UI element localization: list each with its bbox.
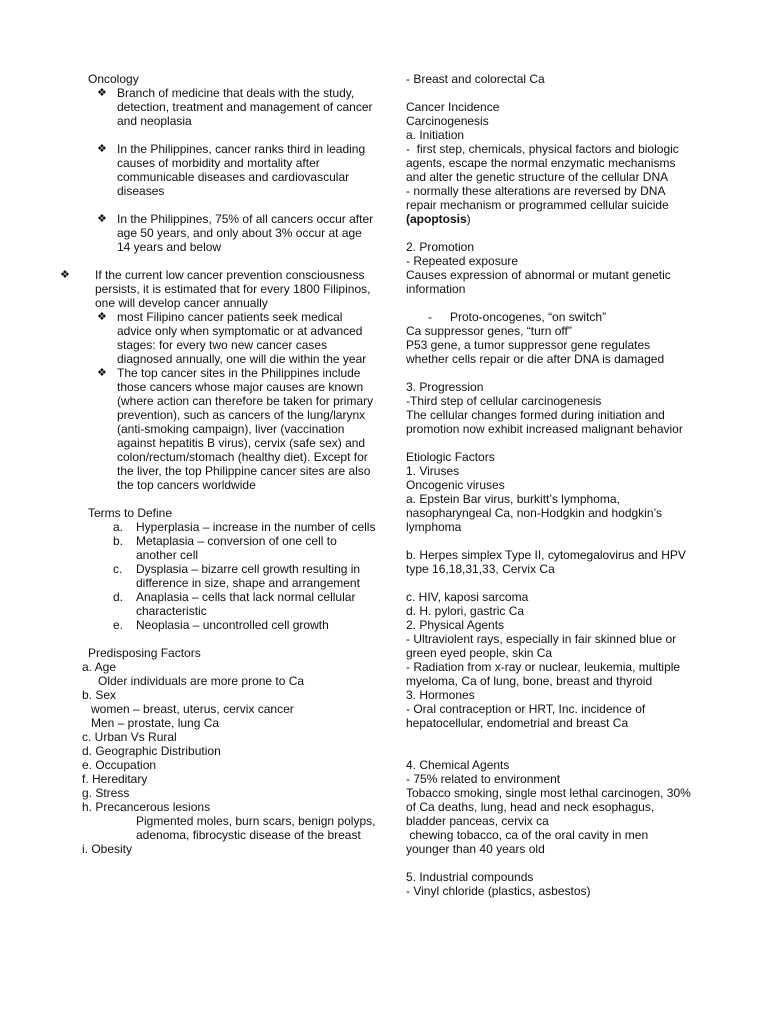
- industrial-text-1: - Vinyl chloride (plastics, asbestos): [406, 884, 591, 898]
- promotion-p53: P53 gene, a tumor suppressor gene regulates whether cells repair or die after DNA is damaged: [406, 338, 665, 366]
- virus-a: a. Epstein Bar virus, burkitt’s lymphoma, nasopharyngeal Ca, non-Hodgkin and hodgkin’s lymphoma: [406, 492, 666, 534]
- breast-colorectal: - Breast and colorectal Ca: [406, 72, 545, 86]
- bullet-text: Branch of medicine that deals with the study, detection, treatment and management of cancer and neoplasia: [117, 86, 376, 128]
- factor-age: a. Age: [82, 660, 117, 674]
- diamond-bullet-icon: ❖: [60, 269, 70, 281]
- bullet-age-stat: [78, 212, 378, 254]
- physical-title: 2. Physical Agents: [406, 618, 505, 632]
- virus-b: b. Herpes simplex Type II, cytomegalovirus and HPV type 16,18,31,33, Cervix Ca: [406, 548, 690, 576]
- factor-sex-men: Men – prostate, lung Ca: [91, 716, 220, 730]
- oncogenic-viruses: Oncogenic viruses: [406, 478, 505, 492]
- bullet-ranking: [78, 142, 378, 198]
- factor-precancerous-desc: Pigmented moles, burn scars, benign polyps, adenoma, fibrocystic disease of the breast: [136, 814, 379, 842]
- promotion-title: 2. Promotion: [406, 240, 475, 254]
- diamond-bullet-icon: ❖: [97, 143, 107, 155]
- virus-d: d. H. pylori, gastric Ca: [406, 604, 525, 618]
- chemical-text-2: Tobacco smoking, single most lethal carcinogen, 30% of Ca deaths, lung, head and neck esophagus, bladder panceas, cervix ca: [406, 786, 695, 828]
- factor-stress: g. Stress: [82, 786, 130, 800]
- chemical-title: 4. Chemical Agents: [406, 758, 510, 772]
- chemical-text-3: chewing tobacco, ca of the oral cavity in men younger than 40 years old: [406, 828, 652, 856]
- hormones-title: 3. Hormones: [406, 688, 475, 702]
- chemical-text-1: - 75% related to environment: [406, 772, 561, 786]
- factor-sex-women: women – breast, uterus, cervix cancer: [91, 702, 294, 716]
- etiologic-title: Etiologic Factors: [406, 450, 495, 464]
- initiation-title: a. Initiation: [406, 128, 465, 142]
- bullet-text: In the Philippines, cancer ranks third in leading causes of morbidity and mortality after communicable diseases and cardiovascular diseases: [117, 142, 369, 198]
- initiation-text-1: - first step, chemicals, physical factors and biologic agents, escape the normal enzymatic mechanisms and alter the genetic structure of the cellular DNA: [406, 142, 683, 184]
- promotion-proto-oncogenes: - Proto-oncogenes, “on switch”: [428, 310, 607, 324]
- initiation-text-2: - normally these alterations are reversed by DNA repair mechanism or programmed cellular suicide (apoptosis): [406, 184, 673, 226]
- industrial-title: 5. Industrial compounds: [406, 870, 534, 884]
- diamond-bullet-icon: ❖: [97, 367, 107, 379]
- diamond-bullet-icon: ❖: [97, 311, 107, 323]
- section-title-oncology: Oncology: [88, 72, 139, 86]
- hormones-text-1: - Oral contraception or HRT, Inc. incidence of hepatocellular, endometrial and breast Ca: [406, 702, 649, 730]
- promotion-suppressor: Ca suppressor genes, “turn off”: [406, 324, 572, 338]
- terms-list: [78, 520, 378, 632]
- list-item: d. Anaplasia – cells that lack normal cellular characteristic: [113, 590, 359, 618]
- cancer-incidence-title: Cancer Incidence: [406, 100, 500, 114]
- bullet-top-sites: [78, 366, 378, 492]
- bullet-text: most Filipino cancer patients seek medical advice only when symptomatic or at advanced stages: for every two new cancer cases diagnosed annually, one will die within the year: [117, 310, 367, 366]
- factor-age-desc: Older individuals are more prone to Ca: [98, 674, 305, 688]
- right-column: [406, 72, 695, 898]
- viruses-title: 1. Viruses: [406, 464, 460, 478]
- list-item: a. Hyperplasia – increase in the number of cells: [113, 520, 376, 534]
- list-item: b. Metaplasia – conversion of one cell to another cell: [113, 534, 341, 562]
- list-item: e. Neoplasia – uncontrolled cell growth: [113, 618, 329, 632]
- physical-text-1: - Ultraviolent rays, especially in fair skinned blue or green eyed people, skin Ca: [406, 632, 680, 660]
- physical-text-2: - Radiation from x-ray or nuclear, leukemia, multiple myeloma, Ca of lung, bone, breast and thyroid: [406, 660, 684, 688]
- bullet-text: The top cancer sites in the Philippines include those cancers whose major causes are known (where action can therefore be taken for primary prevention), such as cancers of the lung/larynx (anti-smoking campaign), liver (vaccination against hepatitis B virus), cervix (safe sex) and colon/rectum/stomach (healthy diet). Except for the liver, the top Philippine cancer sites are also the top cancers worldwide: [117, 366, 377, 492]
- factor-sex: b. Sex: [82, 688, 117, 702]
- bullet-definition: [78, 86, 378, 128]
- factor-geographic: d. Geographic Distribution: [82, 744, 221, 758]
- bullet-prevention: [60, 268, 378, 310]
- diamond-bullet-icon: ❖: [97, 213, 107, 225]
- bullet-text: If the current low cancer prevention consciousness persists, it is estimated that for every 1800 Filipinos, one will develop cancer annually: [95, 268, 374, 310]
- factor-occupation: e. Occupation: [82, 758, 157, 772]
- bullet-advice: [78, 310, 378, 366]
- factor-obesity: i. Obesity: [82, 842, 133, 856]
- promotion-text-2: Causes expression of abnormal or mutant genetic information: [406, 268, 675, 296]
- factor-urban: c. Urban Vs Rural: [82, 730, 177, 744]
- left-column: [60, 72, 379, 856]
- terms-title: Terms to Define: [88, 506, 173, 520]
- diamond-bullet-icon: ❖: [97, 87, 107, 99]
- bullet-text: In the Philippines, 75% of all cancers occur after age 50 years, and only about 3% occur at age 14 years and below: [117, 212, 377, 254]
- carcinogenesis-title: Carcinogenesis: [406, 114, 489, 128]
- list-item: c. Dysplasia – bizarre cell growth resulting in difference in size, shape and arrangement: [113, 562, 364, 590]
- factor-hereditary: f. Hereditary: [82, 772, 148, 786]
- progression-text-2: The cellular changes formed during initiation and promotion now exhibit increased malignant behavior: [406, 408, 683, 436]
- progression-title: 3. Progression: [406, 380, 484, 394]
- virus-c: c. HIV, kaposi sarcoma: [406, 590, 529, 604]
- predisposing-title: Predisposing Factors: [88, 646, 201, 660]
- progression-text-1: -Third step of cellular carcinogenesis: [406, 394, 602, 408]
- promotion-text-1: - Repeated exposure: [406, 254, 519, 268]
- factor-precancerous: h. Precancerous lesions: [82, 800, 211, 814]
